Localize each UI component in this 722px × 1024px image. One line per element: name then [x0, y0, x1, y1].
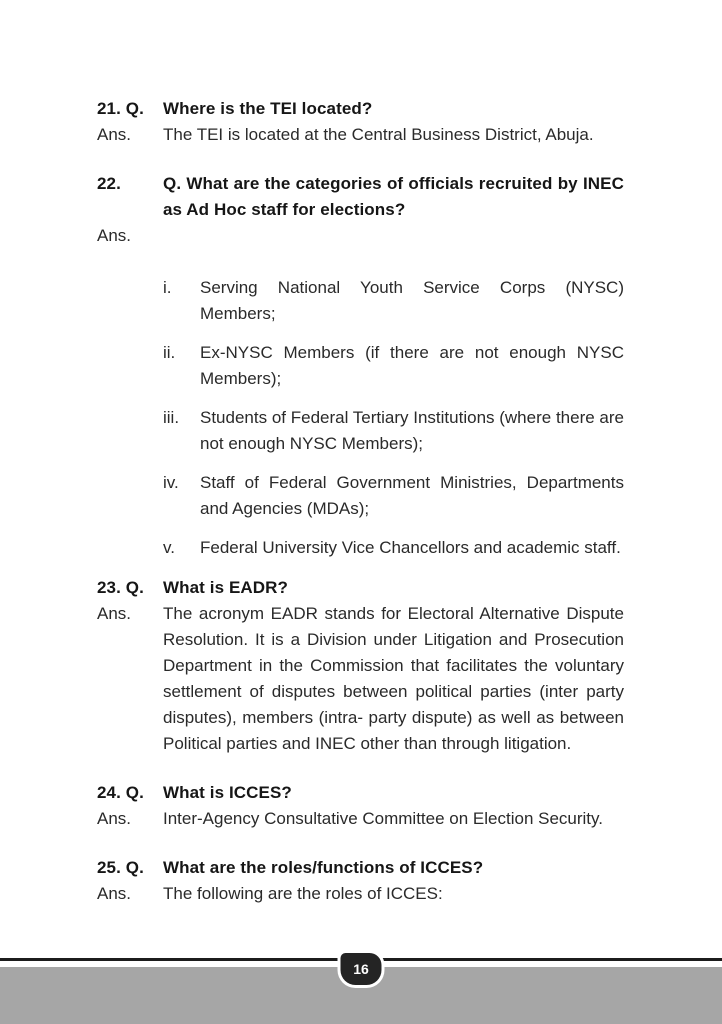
list-item-text: Ex-NYSC Members (if there are not enough NYSC Members); — [200, 343, 624, 388]
answer-text: The TEI is located at the Central Business District, Abuja. — [163, 125, 594, 144]
answer-text: Inter-Agency Consultative Committee on Election Security. — [163, 809, 603, 828]
page-number-badge — [341, 953, 382, 985]
answer-label: Ans. — [97, 226, 132, 245]
answer-row — [97, 122, 624, 148]
qa-item-23 — [97, 575, 624, 757]
question-text: Where is the TEI located? — [163, 99, 373, 118]
list-item-text: Federal University Vice Chancellors and academic staff. — [200, 538, 621, 557]
question-text: What are the roles/functions of ICCES? — [163, 858, 484, 877]
page-number: 16 — [353, 961, 369, 977]
list-marker: v. — [163, 538, 175, 557]
list-marker: i. — [163, 278, 172, 297]
list-item — [163, 470, 624, 522]
qa-item-22 — [97, 171, 624, 561]
list-item — [163, 275, 624, 327]
answer-label: Ans. — [97, 604, 132, 623]
faq-content — [97, 96, 624, 907]
answer-label: Ans. — [97, 125, 132, 144]
list-marker: ii. — [163, 343, 176, 362]
question-row — [97, 780, 624, 806]
list-marker: iv. — [163, 473, 179, 492]
answer-row — [97, 223, 624, 249]
list-item — [163, 405, 624, 457]
answer-row — [97, 601, 624, 757]
list-marker: iii. — [163, 408, 180, 427]
question-number: 22. — [97, 174, 121, 193]
list-item-text: Staff of Federal Government Ministries, Departments and Agencies (MDAs); — [200, 473, 624, 518]
question-number: 25. Q. — [97, 858, 144, 877]
list-item-text: Students of Federal Tertiary Institutions (where there are not enough NYSC Members); — [200, 408, 624, 453]
question-row — [97, 855, 624, 881]
question-text: What is EADR? — [163, 578, 289, 597]
answer-row — [97, 806, 624, 832]
answer-row — [97, 881, 624, 907]
answer-text: The following are the roles of ICCES: — [163, 884, 443, 903]
list-item-text: Serving National Youth Service Corps (NYSC) Members; — [200, 278, 624, 323]
question-row — [97, 575, 624, 601]
question-text: What is ICCES? — [163, 783, 292, 802]
qa-item-21 — [97, 96, 624, 148]
answer-label: Ans. — [97, 884, 132, 903]
list-item — [163, 340, 624, 392]
question-row — [97, 171, 624, 223]
list-item — [163, 535, 624, 561]
question-number: 21. Q. — [97, 99, 144, 118]
qa-item-25 — [97, 855, 624, 907]
answer-text: The acronym EADR stands for Electoral Alternative Dispute Resolution. It is a Division under Litigation and Prosecution Department in the Commission that facilitates the voluntary settlement of disputes between political parties (inter party disputes), members (intra- party dispute) as well as between Political parties and INEC other than through litigation. — [163, 604, 624, 753]
question-text: Q. What are the categories of officials recruited by INEC as Ad Hoc staff for elections? — [163, 174, 624, 219]
qa-item-24 — [97, 780, 624, 832]
roman-list — [97, 275, 624, 561]
question-number: 24. Q. — [97, 783, 144, 802]
question-row — [97, 96, 624, 122]
question-number: 23. Q. — [97, 578, 144, 597]
answer-label: Ans. — [97, 809, 132, 828]
